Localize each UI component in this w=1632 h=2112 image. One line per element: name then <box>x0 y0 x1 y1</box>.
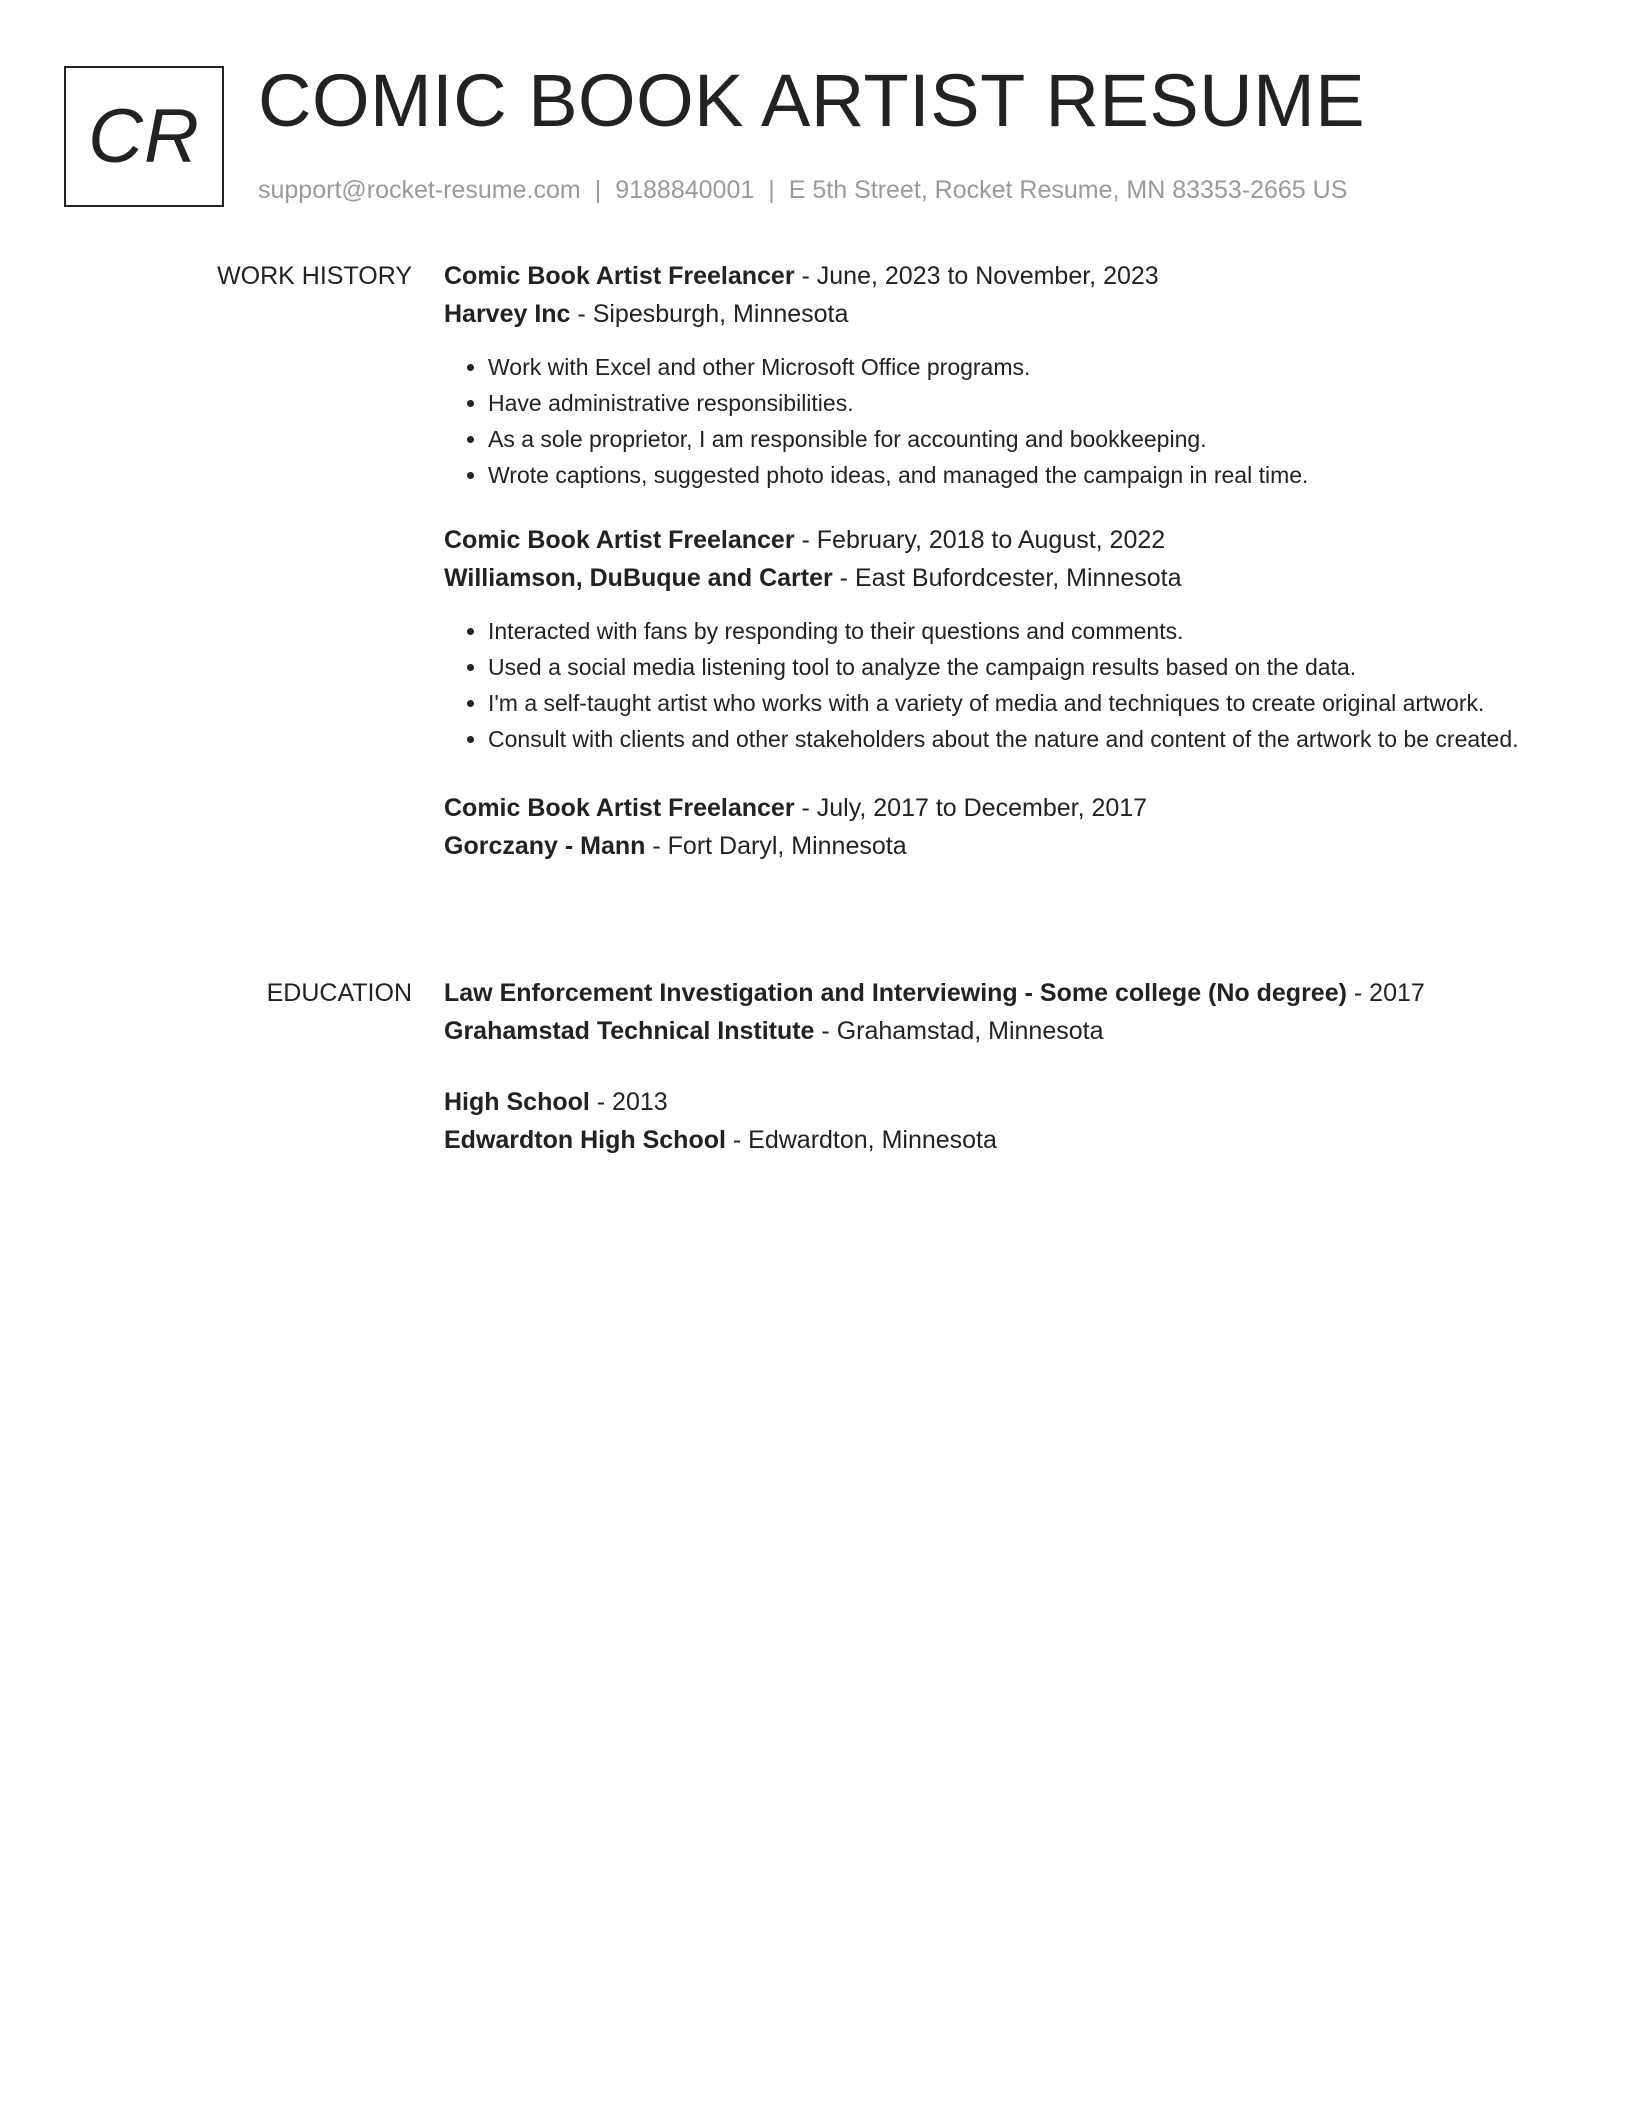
education-degree: High School <box>444 1088 590 1116</box>
dash: - <box>725 1126 749 1154</box>
education-degree-line <box>444 1083 1524 1121</box>
job-location: East Bufordcester, Minnesota <box>854 564 1182 592</box>
job-bullet: • As a sole proprietor, I am responsible for accounting and bookkeeping. <box>488 421 1524 457</box>
dash: - <box>570 300 593 328</box>
job-company-line <box>444 295 1524 333</box>
job-bullet: • Have administrative responsibilities. <box>488 385 1524 421</box>
education-location: Edwardton, Minnesota <box>748 1126 997 1154</box>
job-title-line <box>444 789 1524 827</box>
job-bullet: • Used a social media listening tool to analyze the campaign results based on the data. <box>488 649 1524 685</box>
monogram-box <box>64 66 224 207</box>
education-content <box>444 974 1524 1159</box>
contact-address: E 5th Street, Rocket Resume, MN 83353-2665 US <box>788 176 1348 204</box>
education-location: Grahamstad, Minnesota <box>836 1017 1104 1045</box>
job-bullet: • Work with Excel and other Microsoft Office programs. <box>488 349 1524 385</box>
job-company-line <box>444 827 1524 865</box>
dash: - <box>832 564 855 592</box>
job-bullet: • Interacted with fans by responding to their questions and comments. <box>488 613 1524 649</box>
education-year: 2013 <box>612 1088 668 1116</box>
dash: - <box>645 832 668 860</box>
dash: - <box>1346 979 1370 1007</box>
page-title: COMIC BOOK ARTIST RESUME <box>258 59 1366 142</box>
job-title-line <box>444 521 1524 559</box>
education-school: Edwardton High School <box>444 1126 726 1154</box>
contact-phone[interactable]: 9188840001 <box>615 176 755 204</box>
job-company: Harvey Inc <box>444 300 571 328</box>
education-school-line <box>444 1012 1524 1050</box>
job-title-line <box>444 257 1524 295</box>
work-history-content <box>444 257 1524 865</box>
job-title: Comic Book Artist Freelancer <box>444 794 795 822</box>
education-year: 2017 <box>1369 979 1425 1007</box>
job-title: Comic Book Artist Freelancer <box>444 262 795 290</box>
education-degree: Law Enforcement Investigation and Interviewing - Some college (No degree) <box>444 979 1347 1007</box>
dash: - <box>794 526 817 554</box>
job-dates: July, 2017 to December, 2017 <box>816 794 1148 822</box>
monogram-initials: CR <box>88 94 200 179</box>
job-bullets <box>444 613 1524 757</box>
dash: - <box>794 262 817 290</box>
contact-email[interactable]: support@rocket-resume.com <box>258 176 581 204</box>
section-label-education: EDUCATION <box>266 979 412 1007</box>
job-bullet: • Wrote captions, suggested photo ideas, and managed the campaign in real time. <box>488 457 1524 493</box>
dash: - <box>794 794 817 822</box>
job-company: Williamson, DuBuque and Carter <box>444 564 833 592</box>
education-entry <box>444 974 1524 1050</box>
job-entry <box>444 521 1524 757</box>
education-entry <box>444 1083 1524 1159</box>
job-entry <box>444 789 1524 865</box>
section-label-work-history: WORK HISTORY <box>217 262 412 290</box>
job-bullet: • Consult with clients and other stakeholders about the nature and content of the artwork to be created. <box>488 721 1524 757</box>
job-title: Comic Book Artist Freelancer <box>444 526 795 554</box>
job-location: Fort Daryl, Minnesota <box>667 832 907 860</box>
job-dates: February, 2018 to August, 2022 <box>816 526 1166 554</box>
job-bullet: • I'm a self-taught artist who works with a variety of media and techniques to create original artwork. <box>488 685 1524 721</box>
job-company-line <box>444 559 1524 597</box>
education-degree-line <box>444 974 1524 1012</box>
contact-line <box>258 172 1347 208</box>
dash: - <box>814 1017 837 1045</box>
job-location: Sipesburgh, Minnesota <box>592 300 849 328</box>
education-school: Grahamstad Technical Institute <box>444 1017 815 1045</box>
job-bullets <box>444 349 1524 493</box>
job-company: Gorczany - Mann <box>444 832 646 860</box>
job-entry <box>444 257 1524 493</box>
education-school-line <box>444 1121 1524 1159</box>
dash: - <box>589 1088 613 1116</box>
contact-separator: | <box>768 176 775 204</box>
job-dates: June, 2023 to November, 2023 <box>816 262 1159 290</box>
contact-separator: | <box>594 176 602 204</box>
